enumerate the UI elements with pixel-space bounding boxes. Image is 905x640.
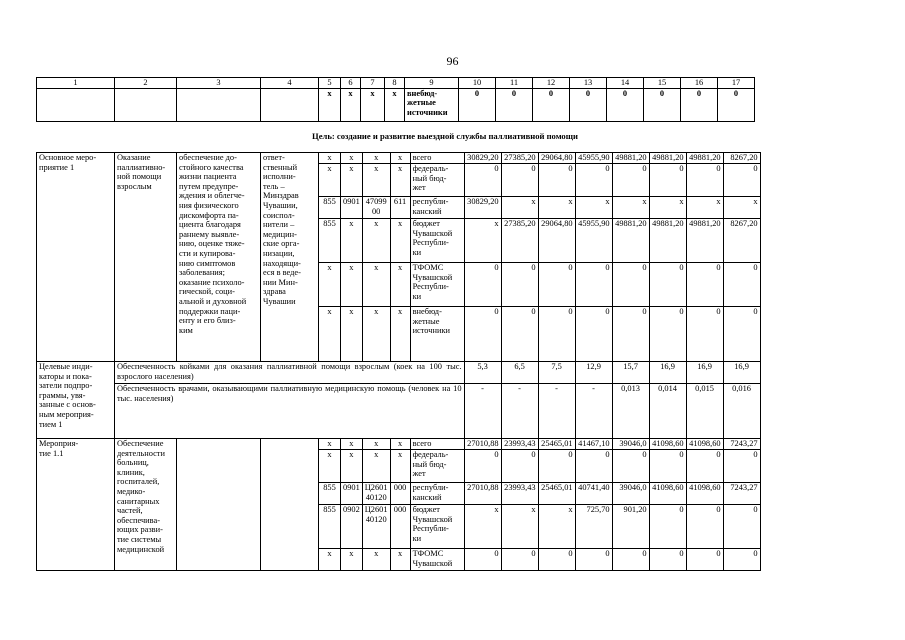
value-cell: 0 <box>464 549 501 571</box>
value-cell: 0 <box>686 307 723 362</box>
column-number-row <box>37 78 755 89</box>
code-cell: Ц2601 40120 <box>362 505 390 549</box>
value-cell: 0 <box>607 88 644 121</box>
value-cell: - <box>501 384 538 439</box>
funding-source: республи- канский <box>410 197 464 219</box>
value-cell: 0 <box>723 549 760 571</box>
value-cell: 0 <box>575 549 612 571</box>
code-cell: 611 <box>390 197 410 219</box>
column-number: 10 <box>459 78 496 89</box>
value-cell: 23993,43 <box>501 439 538 450</box>
indicator-text: Обеспеченность койками для оказания паллиативной помощи взрослым (коек на 100 тыс. взрослого населения) <box>115 362 465 384</box>
value-cell: 0 <box>649 263 686 307</box>
column-number: 9 <box>405 78 459 89</box>
value-cell: 0 <box>464 307 501 362</box>
value-cell: x <box>464 219 501 263</box>
page-number: 96 <box>446 54 459 68</box>
column-number: 12 <box>533 78 570 89</box>
event-title: Основное меро- приятие 1 <box>37 153 115 362</box>
value-cell: 0 <box>570 88 607 121</box>
code-cell: Ц2601 40120 <box>362 483 390 505</box>
funding-source: внебюд- жетные источники <box>410 307 464 362</box>
value-cell: 0 <box>501 164 538 197</box>
value-cell: 41098,60 <box>686 439 723 450</box>
value-cell: - <box>464 384 501 439</box>
code-cell: 000 <box>390 483 410 505</box>
value-cell: 0,015 <box>686 384 723 439</box>
code-cell: x <box>390 549 410 571</box>
value-cell: 5,3 <box>464 362 501 384</box>
table-row <box>37 153 761 164</box>
code-cell: 855 <box>319 219 341 263</box>
value-cell: 7243,27 <box>723 439 760 450</box>
value-cell: 0 <box>649 505 686 549</box>
code-cell: x <box>319 153 341 164</box>
code-cell: x <box>341 439 363 450</box>
code-cell: 855 <box>319 483 341 505</box>
code-cell: x <box>390 450 410 483</box>
column-number: 16 <box>681 78 718 89</box>
event-description: обеспечение до- стойного качества жизни пациента путем предупре- ждения и облегче- ния физического дискомфорта па- циента благодаря раннему выявле- нию, оценке тяже- сти и купирова- нию симптомов заболевания; оказание психоло- гической, соци- альной и духовной поддержки паци- енту и его близ- ким <box>177 153 261 362</box>
value-cell: 0 <box>575 164 612 197</box>
code-cell: x <box>319 549 341 571</box>
value-cell: 39046,0 <box>612 439 649 450</box>
value-cell: - <box>575 384 612 439</box>
value-cell: 27385,20 <box>501 219 538 263</box>
value-cell: 0 <box>723 307 760 362</box>
funding-source: федераль- ный бюд- жет <box>410 164 464 197</box>
value-cell: 0 <box>538 450 575 483</box>
value-cell: 0 <box>649 450 686 483</box>
value-cell: 0 <box>612 549 649 571</box>
value-cell: 39046,0 <box>612 483 649 505</box>
value-cell: 0 <box>649 164 686 197</box>
column-number: 4 <box>261 78 319 89</box>
event-title: Мероприя- тие 1.1 <box>37 439 115 571</box>
code-cell: x <box>341 219 363 263</box>
value-cell: 8267,20 <box>723 219 760 263</box>
value-cell: 15,7 <box>612 362 649 384</box>
code-cell: x <box>362 450 390 483</box>
value-cell: 0,014 <box>649 384 686 439</box>
event-executors: ответ- ственный исполни- тель – Минздрав Чувашии, соиспол- нители – медицин- ские орга- низации, находящи- еся в веде- нии Мин- здрава Чувашии <box>261 153 319 362</box>
funding-source: федераль- ный бюд- жет <box>410 450 464 483</box>
value-cell: 0 <box>538 307 575 362</box>
value-cell: 30829,20 <box>464 197 501 219</box>
code-cell: x <box>319 307 341 362</box>
code-cell: 0901 <box>341 483 363 505</box>
code-cell: x <box>362 549 390 571</box>
value-cell: 0 <box>501 450 538 483</box>
value-cell: x <box>723 197 760 219</box>
value-cell: x <box>612 197 649 219</box>
value-cell: 16,9 <box>723 362 760 384</box>
value-cell: 27010,88 <box>464 439 501 450</box>
goal-heading: Цель: создание и развитие выездной службы паллиативной помощи <box>312 131 578 141</box>
value-cell: 0 <box>575 263 612 307</box>
value-cell: 0 <box>464 263 501 307</box>
value-cell: 0,016 <box>723 384 760 439</box>
value-cell: 0 <box>612 307 649 362</box>
code-cell: x <box>341 450 363 483</box>
value-cell: 16,9 <box>686 362 723 384</box>
value-cell: 6,5 <box>501 362 538 384</box>
value-cell: 0 <box>538 164 575 197</box>
value-cell: 45955,90 <box>575 153 612 164</box>
empty-cell <box>37 88 115 121</box>
funding-source: ТФОМС Чувашской Республи- ки <box>410 263 464 307</box>
value-cell: 29064,80 <box>538 219 575 263</box>
value-cell: 0 <box>649 307 686 362</box>
code-cell: x <box>319 88 341 121</box>
value-cell: 0 <box>501 307 538 362</box>
value-cell: 0 <box>686 263 723 307</box>
empty-cell <box>177 88 261 121</box>
code-cell: x <box>362 307 390 362</box>
value-cell: 0 <box>496 88 533 121</box>
event-name: Оказание паллиативно- ной помощи взрослым <box>115 153 177 362</box>
code-cell: x <box>390 263 410 307</box>
code-cell: 47099 00 <box>362 197 390 219</box>
value-cell: 40741,40 <box>575 483 612 505</box>
code-cell: 0901 <box>341 197 363 219</box>
value-cell: 0 <box>501 263 538 307</box>
value-cell: 0 <box>649 549 686 571</box>
continuation-row <box>37 88 755 121</box>
funding-source: бюджет Чувашской Республи- ки <box>410 219 464 263</box>
value-cell: 0,013 <box>612 384 649 439</box>
code-cell: x <box>341 307 363 362</box>
value-cell: 25465,01 <box>538 483 575 505</box>
value-cell: 41098,60 <box>649 483 686 505</box>
value-cell: 25465,01 <box>538 439 575 450</box>
column-number: 6 <box>341 78 361 89</box>
column-number: 11 <box>496 78 533 89</box>
funding-source: внебюд- жетные источники <box>405 88 459 121</box>
value-cell: x <box>501 197 538 219</box>
value-cell: 41098,60 <box>649 439 686 450</box>
value-cell: 0 <box>681 88 718 121</box>
value-cell: x <box>538 505 575 549</box>
value-cell: x <box>686 197 723 219</box>
value-cell: 0 <box>464 450 501 483</box>
code-cell: x <box>319 450 341 483</box>
column-number: 17 <box>718 78 755 89</box>
value-cell: 0 <box>575 307 612 362</box>
code-cell: x <box>362 263 390 307</box>
value-cell: 49881,20 <box>612 219 649 263</box>
header-table <box>36 77 755 122</box>
event-name: Обеспечение деятельности больниц, клиник, госпиталей, медико- санитарных частей, обеспечива- ющих разви- тие системы медицинской <box>115 439 177 571</box>
value-cell: 725,70 <box>575 505 612 549</box>
code-cell: x <box>362 439 390 450</box>
code-cell: x <box>390 307 410 362</box>
value-cell: 0 <box>723 164 760 197</box>
column-number: 5 <box>319 78 341 89</box>
column-number: 8 <box>385 78 405 89</box>
value-cell: 49881,20 <box>612 153 649 164</box>
value-cell: 27010,88 <box>464 483 501 505</box>
code-cell: x <box>390 153 410 164</box>
column-number: 2 <box>115 78 177 89</box>
code-cell: x <box>341 88 361 121</box>
value-cell: 0 <box>459 88 496 121</box>
code-cell: 855 <box>319 505 341 549</box>
column-number: 13 <box>570 78 607 89</box>
value-cell: 30829,20 <box>464 153 501 164</box>
empty-cell <box>177 439 261 571</box>
value-cell: 7243,27 <box>723 483 760 505</box>
value-cell: 49881,20 <box>686 219 723 263</box>
indicator-text: Обеспеченность врачами, оказывающими паллиативную медицинскую помощь (человек на 10 тыс. населения) <box>115 384 465 439</box>
code-cell: x <box>341 263 363 307</box>
code-cell: x <box>341 153 363 164</box>
funding-source: ТФОМС Чувашской <box>410 549 464 571</box>
value-cell: 0 <box>464 164 501 197</box>
value-cell: 27385,20 <box>501 153 538 164</box>
value-cell: 0 <box>575 450 612 483</box>
value-cell: x <box>649 197 686 219</box>
value-cell: x <box>501 505 538 549</box>
value-cell: 0 <box>686 164 723 197</box>
value-cell: 0 <box>538 549 575 571</box>
code-cell: 855 <box>319 197 341 219</box>
column-number: 14 <box>607 78 644 89</box>
code-cell: x <box>361 88 385 121</box>
funding-source: всего <box>410 153 464 164</box>
value-cell: 0 <box>612 263 649 307</box>
code-cell: x <box>341 164 363 197</box>
value-cell: 7,5 <box>538 362 575 384</box>
funding-source: бюджет Чувашской Республи- ки <box>410 505 464 549</box>
value-cell: 0 <box>612 450 649 483</box>
value-cell: 0 <box>644 88 681 121</box>
value-cell: x <box>464 505 501 549</box>
funding-source: республи- канский <box>410 483 464 505</box>
value-cell: 901,20 <box>612 505 649 549</box>
value-cell: 12,9 <box>575 362 612 384</box>
funding-source: всего <box>410 439 464 450</box>
column-number: 15 <box>644 78 681 89</box>
code-cell: x <box>362 219 390 263</box>
column-number: 3 <box>177 78 261 89</box>
value-cell: 49881,20 <box>686 153 723 164</box>
code-cell: x <box>319 263 341 307</box>
value-cell: - <box>538 384 575 439</box>
value-cell: 16,9 <box>649 362 686 384</box>
value-cell: 49881,20 <box>649 219 686 263</box>
value-cell: 29064,80 <box>538 153 575 164</box>
value-cell: 0 <box>686 450 723 483</box>
value-cell: 49881,20 <box>649 153 686 164</box>
code-cell: x <box>341 549 363 571</box>
column-number: 1 <box>37 78 115 89</box>
value-cell: 23993,43 <box>501 483 538 505</box>
code-cell: x <box>390 439 410 450</box>
indicators-label: Целевые инди- каторы и пока- затели подпро- граммы, увя- занные с основ- ным мероприя- тием 1 <box>37 362 115 439</box>
value-cell: x <box>538 197 575 219</box>
value-cell: 41467,10 <box>575 439 612 450</box>
empty-cell <box>261 439 319 571</box>
value-cell: 0 <box>501 549 538 571</box>
program-table <box>36 152 761 571</box>
code-cell: x <box>362 153 390 164</box>
value-cell: 0 <box>723 263 760 307</box>
value-cell: 8267,20 <box>723 153 760 164</box>
empty-cell <box>115 88 177 121</box>
value-cell: 0 <box>612 164 649 197</box>
code-cell: x <box>385 88 405 121</box>
value-cell: 0 <box>723 505 760 549</box>
code-cell: x <box>362 164 390 197</box>
value-cell: 0 <box>686 505 723 549</box>
value-cell: 0 <box>533 88 570 121</box>
value-cell: 0 <box>538 263 575 307</box>
code-cell: 0902 <box>341 505 363 549</box>
empty-cell <box>261 88 319 121</box>
value-cell: 0 <box>723 450 760 483</box>
code-cell: 000 <box>390 505 410 549</box>
column-number: 7 <box>361 78 385 89</box>
value-cell: 0 <box>718 88 755 121</box>
indicator-row <box>37 362 761 384</box>
code-cell: x <box>319 439 341 450</box>
code-cell: x <box>319 164 341 197</box>
code-cell: x <box>390 219 410 263</box>
value-cell: 45955,90 <box>575 219 612 263</box>
value-cell: 41098,60 <box>686 483 723 505</box>
indicator-row <box>37 384 761 439</box>
table-row <box>37 439 761 450</box>
code-cell: x <box>390 164 410 197</box>
value-cell: 0 <box>686 549 723 571</box>
value-cell: x <box>575 197 612 219</box>
